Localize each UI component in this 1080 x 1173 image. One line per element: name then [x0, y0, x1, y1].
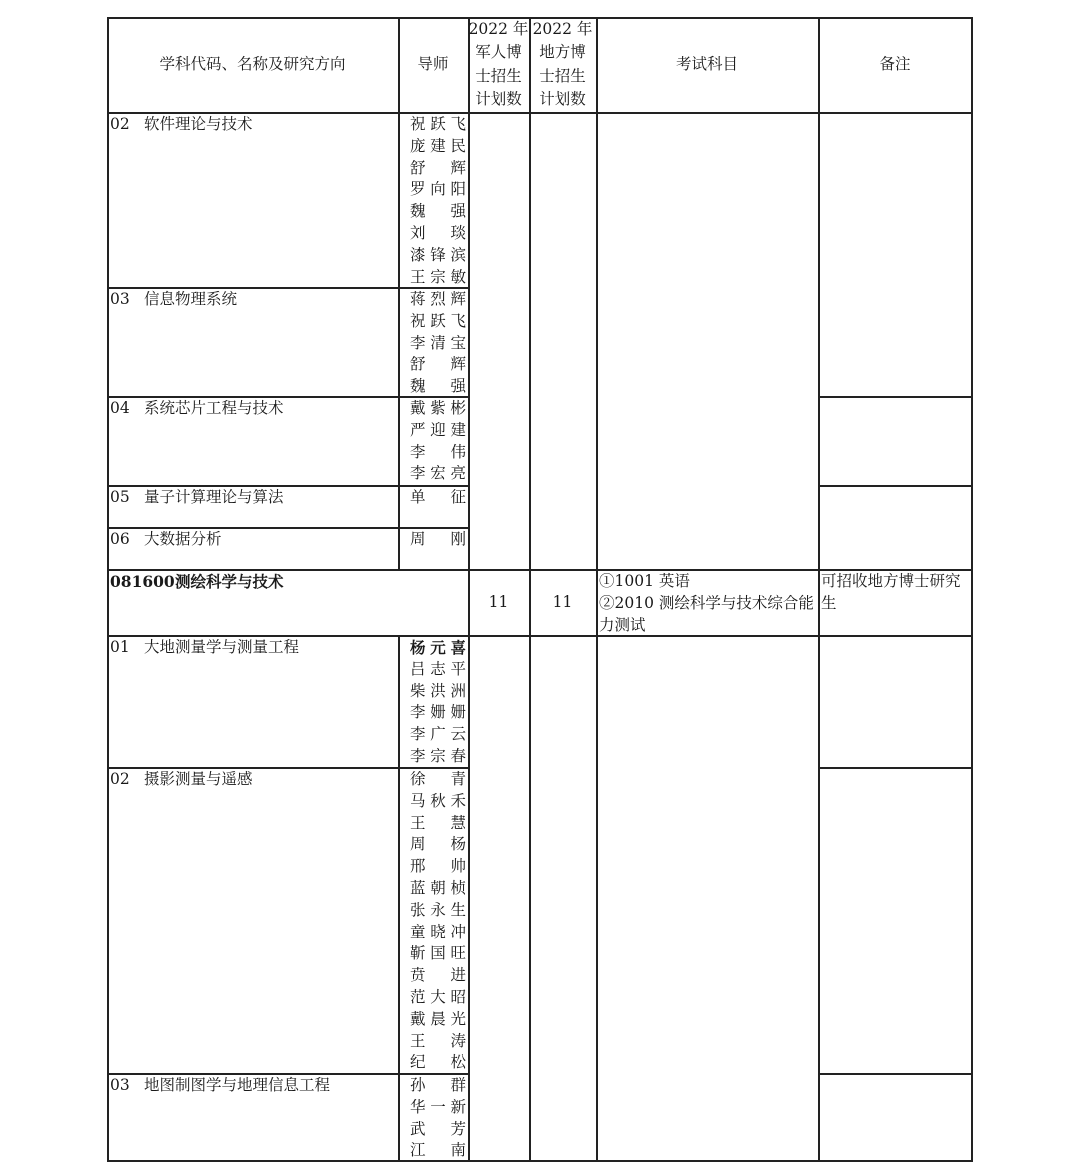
advisor-name: 靳 国 旺 — [410, 944, 466, 963]
header-remarks: 备注 — [879, 54, 911, 73]
header-local-line: 地方博 — [539, 43, 586, 61]
military-plan-count: 11 — [488, 593, 509, 611]
advisor-name: 李 清 宝 — [410, 333, 466, 352]
advisor-name: 王 涛 — [410, 1031, 466, 1050]
advisor-name: 祝 跃 飞 — [410, 311, 466, 330]
advisor-name: 徐 青 — [410, 770, 466, 788]
direction-code: 01 — [110, 638, 130, 656]
advisor-name: 刘 琰 — [410, 223, 466, 242]
advisor-name: 周 杨 — [410, 835, 466, 854]
advisor-list — [406, 769, 470, 1074]
advisor-name: 祝 跃 飞 — [410, 115, 466, 133]
remark-divider — [818, 1073, 973, 1075]
col-divider-local — [529, 17, 531, 1162]
direction-name: 软件理论与技术 — [144, 115, 253, 133]
table-border-bottom — [107, 1160, 973, 1162]
advisor-name: 单 征 — [410, 488, 466, 506]
header-military-line: 军人博 — [475, 43, 522, 61]
table-border-left — [107, 17, 109, 1162]
header-local-line: 计划数 — [539, 90, 586, 108]
advisor-name: 魏 强 — [410, 377, 466, 396]
advisor-name: 舒 辉 — [410, 355, 466, 374]
direction-code: 03 — [110, 290, 130, 308]
direction-name: 摄影测量与遥感 — [144, 770, 253, 788]
advisor-name: 漆 锋 滨 — [410, 245, 466, 264]
advisor-name: 庞 建 民 — [410, 136, 466, 155]
direction-code: 06 — [110, 530, 130, 548]
remark-text-cont: 生 — [821, 594, 837, 612]
advisor-name: 李 姗 姗 — [410, 703, 466, 722]
header-local-line: 士招生 — [539, 66, 586, 85]
direction-code: 05 — [110, 488, 130, 506]
direction-code: 02 — [110, 770, 130, 788]
discipline-code: 081600 — [110, 572, 175, 591]
advisor-name: 王 慧 — [410, 813, 466, 832]
header-subject: 学科代码、名称及研究方向 — [159, 54, 346, 73]
advisor-name: 童 晓 冲 — [410, 922, 466, 941]
col-divider-remarks — [818, 17, 820, 1162]
col-divider-exam — [596, 17, 598, 1162]
header-military-plan — [468, 17, 529, 112]
header-advisor: 导师 — [417, 54, 449, 73]
exam-subject-1: ①1001 英语 — [599, 572, 690, 590]
advisor-name: 魏 强 — [410, 202, 466, 221]
advisor-name: 贲 进 — [410, 966, 466, 985]
remark-divider — [818, 767, 973, 769]
advisor-list — [406, 289, 470, 398]
direction-code: 04 — [110, 399, 130, 417]
col-divider-advisor — [398, 635, 400, 1162]
advisor-list — [406, 487, 470, 509]
table-border-right — [971, 17, 973, 1162]
advisor-list — [406, 398, 470, 485]
advisor-name: 严 迎 建 — [410, 420, 466, 439]
direction-name: 信息物理系统 — [144, 290, 238, 308]
advisor-name: 马 秋 禾 — [410, 791, 466, 810]
advisor-list — [406, 1075, 470, 1162]
direction-name: 大数据分析 — [144, 530, 222, 548]
advisor-name: 李 伟 — [410, 442, 466, 461]
direction-name: 系统芯片工程与技术 — [144, 399, 284, 417]
header-military-line: 士招生 — [475, 66, 522, 85]
advisor-name: 蒋 烈 辉 — [410, 290, 466, 308]
direction-code: 02 — [110, 115, 130, 133]
advisor-name: 柴 洪 洲 — [410, 681, 466, 700]
advisor-name: 周 刚 — [410, 530, 466, 548]
advisor-name: 范 大 昭 — [410, 987, 466, 1006]
header-military-line: 2022 年 — [468, 19, 529, 38]
header-local-plan — [529, 17, 596, 112]
advisor-list — [406, 637, 470, 768]
local-plan-count: 11 — [552, 593, 573, 611]
advisor-name: 吕 志 平 — [410, 659, 466, 678]
advisor-name: 李 广 云 — [410, 725, 466, 744]
remark-divider — [818, 396, 973, 398]
header-military-line: 计划数 — [475, 90, 522, 108]
advisor-list — [406, 529, 470, 551]
advisor-name: 戴 紫 彬 — [410, 399, 466, 417]
header-local-line: 2022 年 — [532, 19, 593, 38]
advisor-name: 孙 群 — [410, 1076, 466, 1094]
remark-text: 可招收地方博士研究 — [821, 572, 961, 590]
advisor-list — [406, 114, 470, 288]
advisor-name: 江 南 — [410, 1141, 466, 1160]
direction-name: 量子计算理论与算法 — [144, 488, 284, 506]
remark-divider — [818, 485, 973, 487]
advisor-name: 戴 晨 光 — [410, 1009, 466, 1028]
advisor-name: 杨 元 喜 — [410, 638, 466, 657]
advisor-name: 李 宗 春 — [410, 746, 466, 765]
discipline-name: 测绘科学与技术 — [175, 572, 284, 591]
advisor-name: 张 永 生 — [410, 900, 466, 919]
exam-subject-2-cont: 力测试 — [599, 616, 646, 634]
advisor-name: 纪 松 — [410, 1053, 466, 1072]
advisor-name: 舒 辉 — [410, 158, 466, 177]
advisor-name: 罗 向 阳 — [410, 180, 466, 199]
exam-subject-2: ②2010 测绘科学与技术综合能 — [599, 594, 814, 612]
advisor-name: 蓝 朝 桢 — [410, 878, 466, 897]
advisor-name: 王 宗 敏 — [410, 267, 466, 286]
direction-name: 地图制图学与地理信息工程 — [144, 1076, 331, 1094]
direction-name: 大地测量学与测量工程 — [144, 638, 300, 656]
advisor-name: 华 一 新 — [410, 1097, 466, 1116]
enrollment-table — [107, 17, 973, 1162]
advisor-name: 武 芳 — [410, 1119, 466, 1138]
direction-code: 03 — [110, 1076, 130, 1094]
advisor-name: 李 宏 亮 — [410, 464, 466, 483]
advisor-name: 邢 帅 — [410, 857, 466, 876]
header-exam: 考试科目 — [675, 54, 738, 73]
